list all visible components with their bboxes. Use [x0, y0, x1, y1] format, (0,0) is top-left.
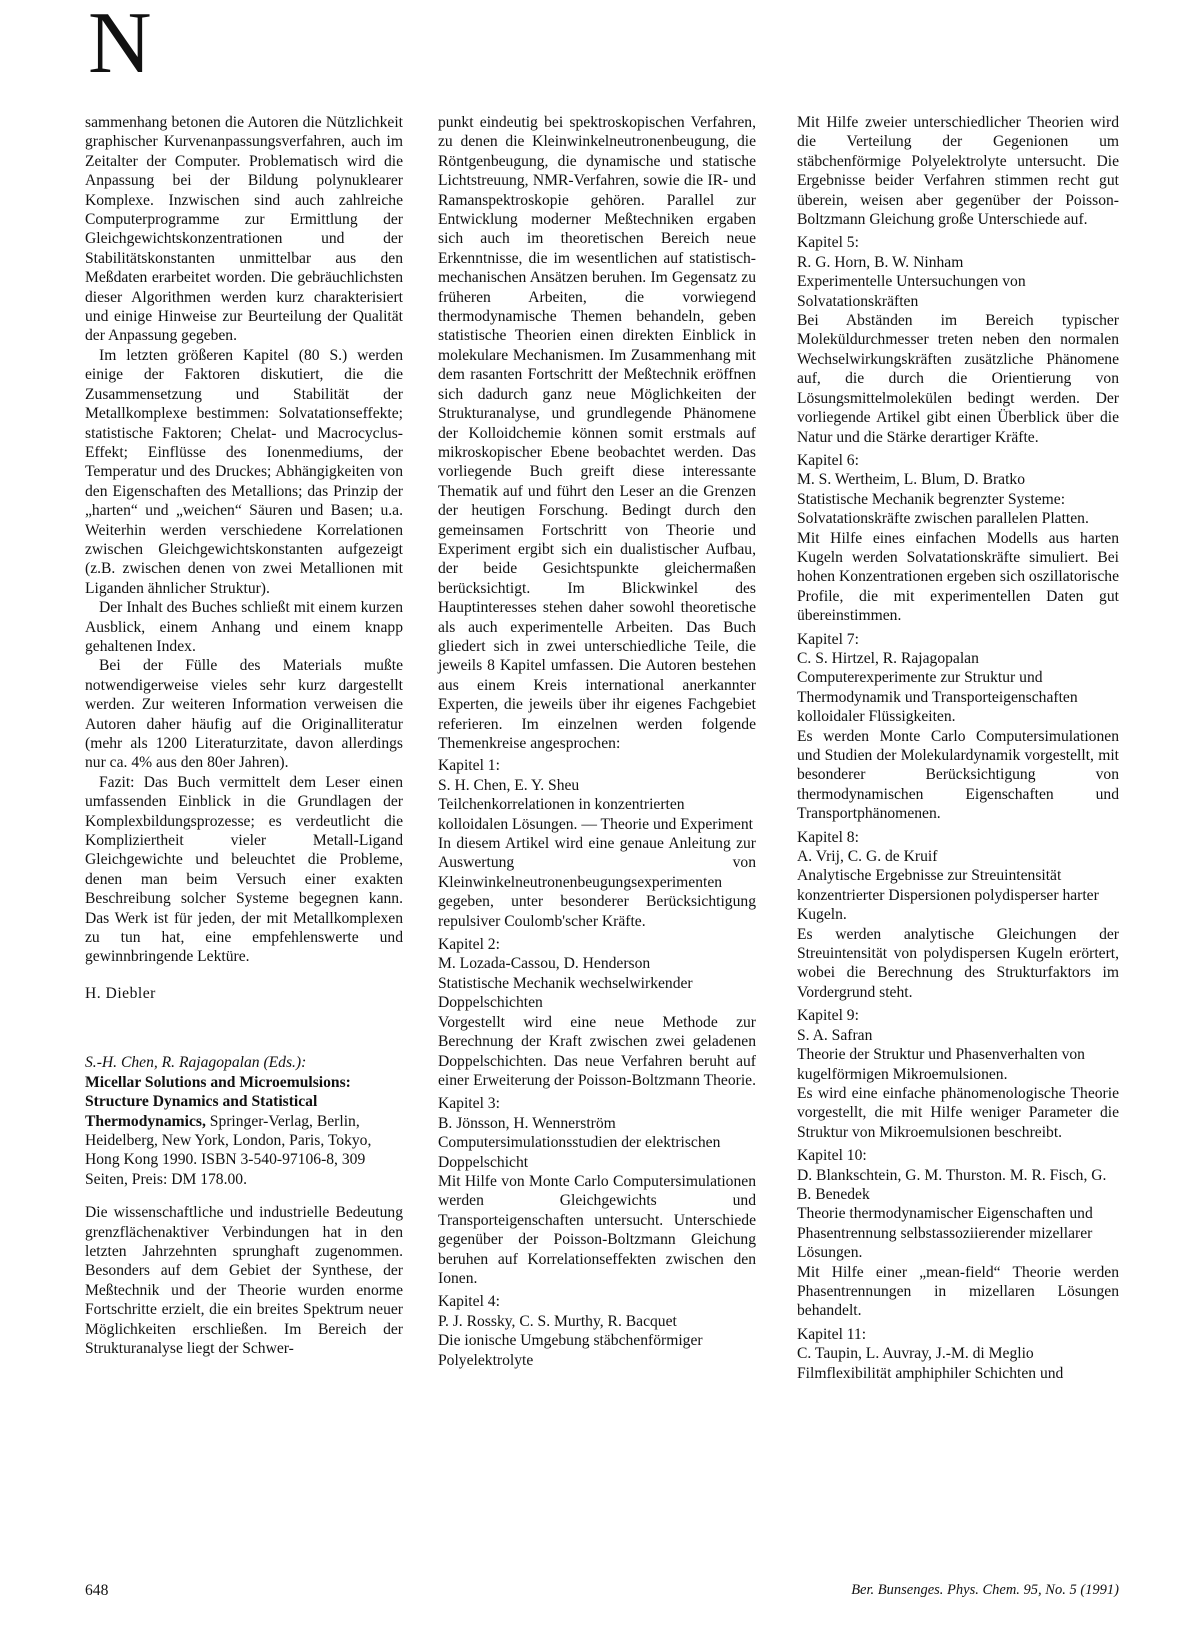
review-book-citation: [85, 1073, 403, 1189]
chapter-description: Mit Hilfe von Monte Carlo Computersimulationen werden Gleichgewichts und Transporteigenschaften untersucht. Unterschiede gegenüber der Poisson-Boltzmann Gleichung beruhen auf Korrelationseffekten zwischen den Ionen.: [438, 1172, 756, 1287]
chapter-label: Kapitel 5:: [797, 234, 859, 252]
chapter-description: Mit Hilfe zweier unterschiedlicher Theorien wird die Verteilung der Gegenionen um stäbchenförmige Polyelektrolyte untersucht. Die Ergebnisse beider Verfahren stimmen recht gut überein, weisen aber gegenüber der Poisson-Boltzmann Gleichung große Unterschiede auf.: [797, 114, 1119, 229]
chapter-authors: D. Blankschtein, G. M. Thurston. M. R. Fisch, G. B. Benedek: [797, 1166, 1107, 1203]
chapter-authors: B. Jönsson, H. Wennerström: [438, 1114, 616, 1132]
chapter-authors: S. A. Safran: [797, 1026, 873, 1044]
chapter-description: Es wird eine einfache phänomenologische Theorie vorgestellt, die mit Hilfe weniger Parameter die Struktur von Mikroemulsionen beschreibt.: [797, 1084, 1119, 1141]
section-letter: N: [88, 0, 152, 92]
chapter-title: Die ionische Umgebung stäbchenförmiger Polyelektrolyte: [438, 1332, 703, 1369]
paragraph: punkt eindeutig bei spektroskopischen Verfahren, zu denen die Kleinwinkelneutronenbeugung, die Röntgenbeugung, die dynamische und statische Lichtstreuung, NMR-Verfahren, sowie die IR- und Ramanspektroskopie gehören. Parallel zur Entwicklung moderner Meßtechniken ergaben sich auch im theoretischen Bereich neue Erkenntnisse, die im wesentlichen auf statistisch-mechanischen Ansätzen beruhen. Im Gegensatz zu früheren Arbeiten, die vorwiegend thermodynamische Themen behandeln, geben statistische Theorien einen direkten Einblick in molekulare Mechanismen. Im Zusammenhang mit dem rasanten Fortschritt der Meßtechnik eröffnen sich dadurch ganz neue Möglichkeiten der Strukturanalyse, und grundlegende Phänomene der Kolloidchemie können somit erstmals auf mikroskopischer Ebene beobachtet werden. Das vorliegende Buch greift diese interessante Thematik auf und führt den Leser an die Grenzen der heutigen Forschung. Bedingt durch den gemeinsamen Fortschritt von Theorie und Experiment ergibt sich ein dualistischer Aufbau, der beide Gesichtspunkte gleichermaßen berücksichtigt. Im Blickwinkel des Hauptinteresses stehen daher sowohl theoretische als auch experimentelle Arbeiten. Das Buch gliedert sich in zwei unterschiedliche Teile, die jeweils 8 Kapitel umfassen. Die Autoren bestehen aus einem Kreis international anerkannter Experten, die jeweils über ihr eigenes Fachgebiet referieren. Im einzelnen werden folgende Themenkreise angesprochen:: [438, 114, 756, 752]
paragraph: Bei der Fülle des Materials mußte notwendigerweise vieles sehr kurz dargestellt werden. Zur weiteren Information verweisen die Autoren daher häufig auf die Originalliteratur (mehr als 1200 Literaturzitate, davon allerdings nur ca. 4% aus den 80er Jahren).: [85, 657, 403, 772]
chapter-authors: S. H. Chen, E. Y. Sheu: [438, 776, 580, 794]
chapter-title: Experimentelle Untersuchungen von Solvatationskräften: [797, 273, 1026, 310]
chapter-description: Mit Hilfe einer „mean-field“ Theorie werden Phasentrennungen in mizellaren Lösungen behandelt.: [797, 1263, 1119, 1320]
chapter-authors: P. J. Rossky, C. S. Murthy, R. Bacquet: [438, 1312, 677, 1330]
chapter-entry: [438, 935, 756, 1090]
chapter-title: Theorie der Struktur und Phasenverhalten von kugelförmigen Mikroemulsionen.: [797, 1046, 1085, 1083]
chapter-title: Filmflexibilität amphiphiler Schichten und: [797, 1364, 1064, 1382]
chapter-description: Es werden Monte Carlo Computersimulationen und Studien der Molekulardynamik vorgestellt, mit besonderer Berücksichtigung von thermodynamischen Eigenschaften und Transportphänomenen.: [797, 727, 1119, 823]
chapter-label: Kapitel 7:: [797, 630, 859, 648]
chapter-title: Computerexperimente zur Struktur und Thermodynamik und Transporteigenschaften kolloidaler Flüssigkeiten.: [797, 669, 1078, 726]
book-review-header: [85, 1053, 403, 1358]
chapter-label: Kapitel 8:: [797, 828, 859, 846]
chapter-authors: R. G. Horn, B. W. Ninham: [797, 253, 964, 271]
chapter-label: Kapitel 3:: [438, 1095, 500, 1113]
paragraph: Der Inhalt des Buches schließt mit einem kurzen Ausblick, einem Anhang und einem knapp gehaltenen Index.: [85, 599, 403, 655]
chapter-entry: [438, 1292, 756, 1370]
chapter-entry: [797, 1006, 1119, 1142]
column-1: [85, 113, 403, 1358]
chapter-title: Theorie thermodynamischer Eigenschaften und Phasentrennung selbstassoziierender mizellarer Lösungen.: [797, 1205, 1093, 1262]
chapter-title: Teilchenkorrelationen in konzentrierten kolloidalen Lösungen. — Theorie und Experiment: [438, 796, 753, 833]
chapter-title: Analytische Ergebnisse zur Streuintensität konzentrierter Dispersionen polydisperser harter Kugeln.: [797, 867, 1099, 924]
review-book-details: Springer-Verlag, Berlin, Heidelberg, New York, London, Paris, Tokyo, Hong Kong 1990. ISBN 3-540-97106-8, 309 Seiten, Preis: DM 178.00.: [85, 1112, 372, 1188]
chapter-label: Kapitel 10:: [797, 1147, 867, 1165]
chapter-entry: [797, 828, 1119, 1003]
chapter-title: Computersimulationsstudien der elektrischen Doppelschicht: [438, 1134, 721, 1171]
reviewer-signature: H. Diebler: [85, 984, 156, 1002]
chapter-authors: M. S. Wertheim, L. Blum, D. Bratko: [797, 471, 1026, 489]
chapter-authors: C. S. Hirtzel, R. Rajagopalan: [797, 649, 979, 667]
paragraph: Fazit: Das Buch vermittelt dem Leser einen umfassenden Einblick in die Grundlagen der Komplexbildungsprozesse; es verdeutlicht die Kompliziertheit vieler Metall-Ligand Gleichgewichte und beleuchtet die Probleme, denen man beim Versuch einer exakten Beschreibung solcher Systeme begegnen kann. Das Werk ist für jeden, der mit Metallkomplexen zu tun hat, eine empfehlenswerte und gewinnbringende Lektüre.: [85, 773, 403, 966]
chapter-description: In diesem Artikel wird eine genaue Anleitung zur Auswertung von Kleinwinkelneutronenbeugungsexperimenten gegeben, unter besonderer Berücksichtigung repulsiver Coulomb'scher Kräfte.: [438, 835, 756, 930]
column-3: [797, 113, 1119, 1383]
chapter-description: Es werden analytische Gleichungen der Streuintensität von polydispersen Kugeln erörtert, wobei die Berechnung des Strukturfaktors im Vordergrund steht.: [797, 925, 1119, 1001]
review-book-title: Micellar Solutions and Microemulsions: Structure Dynamics and Statistical Thermodynamics,: [85, 1073, 351, 1130]
chapter-entry: [797, 233, 1119, 446]
chapter-entry: [438, 1094, 756, 1288]
chapter-label: Kapitel 4:: [438, 1293, 500, 1311]
chapter-entry: [797, 1325, 1119, 1383]
chapter-entry: [797, 451, 1119, 626]
chapter-authors: M. Lozada-Cassou, D. Henderson: [438, 955, 651, 973]
chapter-authors: C. Taupin, L. Auvray, J.-M. di Meglio: [797, 1345, 1034, 1363]
page-number: 648: [85, 1582, 109, 1599]
chapter-label: Kapitel 11:: [797, 1325, 867, 1343]
chapter-entry: [797, 630, 1119, 824]
chapter-description: Vorgestellt wird eine neue Methode zur Berechnung der Kraft zwischen zwei geladenen Doppelschichten. Das neue Verfahren beruht auf einer Erweiterung der Poisson-Boltzmann Theorie.: [438, 1013, 756, 1089]
chapter-description: Bei Abständen im Bereich typischer Moleküldurchmesser treten neben den normalen Wechselwirkungskräften zusätzliche Phänomene auf, die durch die Orientierung von Lösungsmittelmolekülen bedingt werden. Der vorliegende Artikel gibt einen Überblick über die Natur und die Stärke derartiger Kräfte.: [797, 312, 1119, 446]
review-editors: S.-H. Chen, R. Rajagopalan (Eds.):: [85, 1054, 307, 1072]
paragraph: Im letzten größeren Kapitel (80 S.) werden einige der Faktoren diskutiert, die die Zusammensetzung und Stabilität der Metallkomplexe bestimmen: Solvatationseffekte; statistische Faktoren; Chelat- und Macrocyclus-Effekt; Einflüsse des Ionenmediums, der Temperatur und des Druckes; Abhängigkeiten von den Eigenschaften des Metallions; das Prinzip der „harten“ und „weichen“ Säuren und Basen; u.a. Weiterhin werden verschiedene Korrelationen zwischen Gleichgewichtskonstanten aufgezeigt (z.B. zwischen denen von zwei Metallionen mit Liganden ähnlicher Struktur).: [85, 346, 403, 597]
chapter-authors: A. Vrij, C. G. de Kruif: [797, 848, 938, 866]
chapter-label: Kapitel 9:: [797, 1007, 859, 1025]
chapter-label: Kapitel 6:: [797, 451, 859, 469]
chapter-label: Kapitel 2:: [438, 936, 500, 954]
chapter-title: Statistische Mechanik begrenzter Systeme: Solvatationskräfte zwischen parallelen Platten.: [797, 490, 1089, 528]
chapter-description: Mit Hilfe eines einfachen Modells aus harten Kugeln werden Solvatationskräfte simuliert. Bei hohen Konzentrationen ergeben sich oszillatorische Profile, die mit experimentellen Daten gut übereinstimmen.: [797, 529, 1119, 625]
chapter-label: Kapitel 1:: [438, 757, 500, 775]
chapter-title: Statistische Mechanik wechselwirkender Doppelschichten: [438, 974, 693, 1012]
paragraph: sammenhang betonen die Autoren die Nützlichkeit graphischer Kurvenanpassungsverfahren, auch im Zeitalter der Computer. Problematisch wird die Anpassung bei der Bildung polynuklearer Komplexe. Inzwischen sind auch zahlreiche Computerprogramme zur Ermittlung der Gleichgewichtskonzentrationen und der Stabilitätskonstanten unmittelbar aus den Meßdaten erarbeitet worden. Die gebräuchlichsten dieser Algorithmen werden kurz charakterisiert und einige Hinweise zur Beurteilung der Qualität der Anpassung gegeben.: [85, 114, 403, 345]
journal-citation: Ber. Bunsenges. Phys. Chem. 95, No. 5 (1991): [851, 1582, 1119, 1598]
chapter-entry: [797, 1146, 1119, 1321]
review-intro: Die wissenschaftliche und industrielle Bedeutung grenzflächenaktiver Verbindungen hat in den letzten Jahrzehnten sprunghaft zugenommen. Besonders auf dem Gebiet der Synthese, der Meßtechnik und der Theorie wurden enorme Fortschritte erzielt, die ein breites Spektrum neuer Möglichkeiten erschließen. Im Bereich der Strukturanalyse liegt der Schwer-: [85, 1204, 403, 1357]
column-2: [438, 113, 756, 1370]
chapter-entry: [438, 756, 756, 931]
